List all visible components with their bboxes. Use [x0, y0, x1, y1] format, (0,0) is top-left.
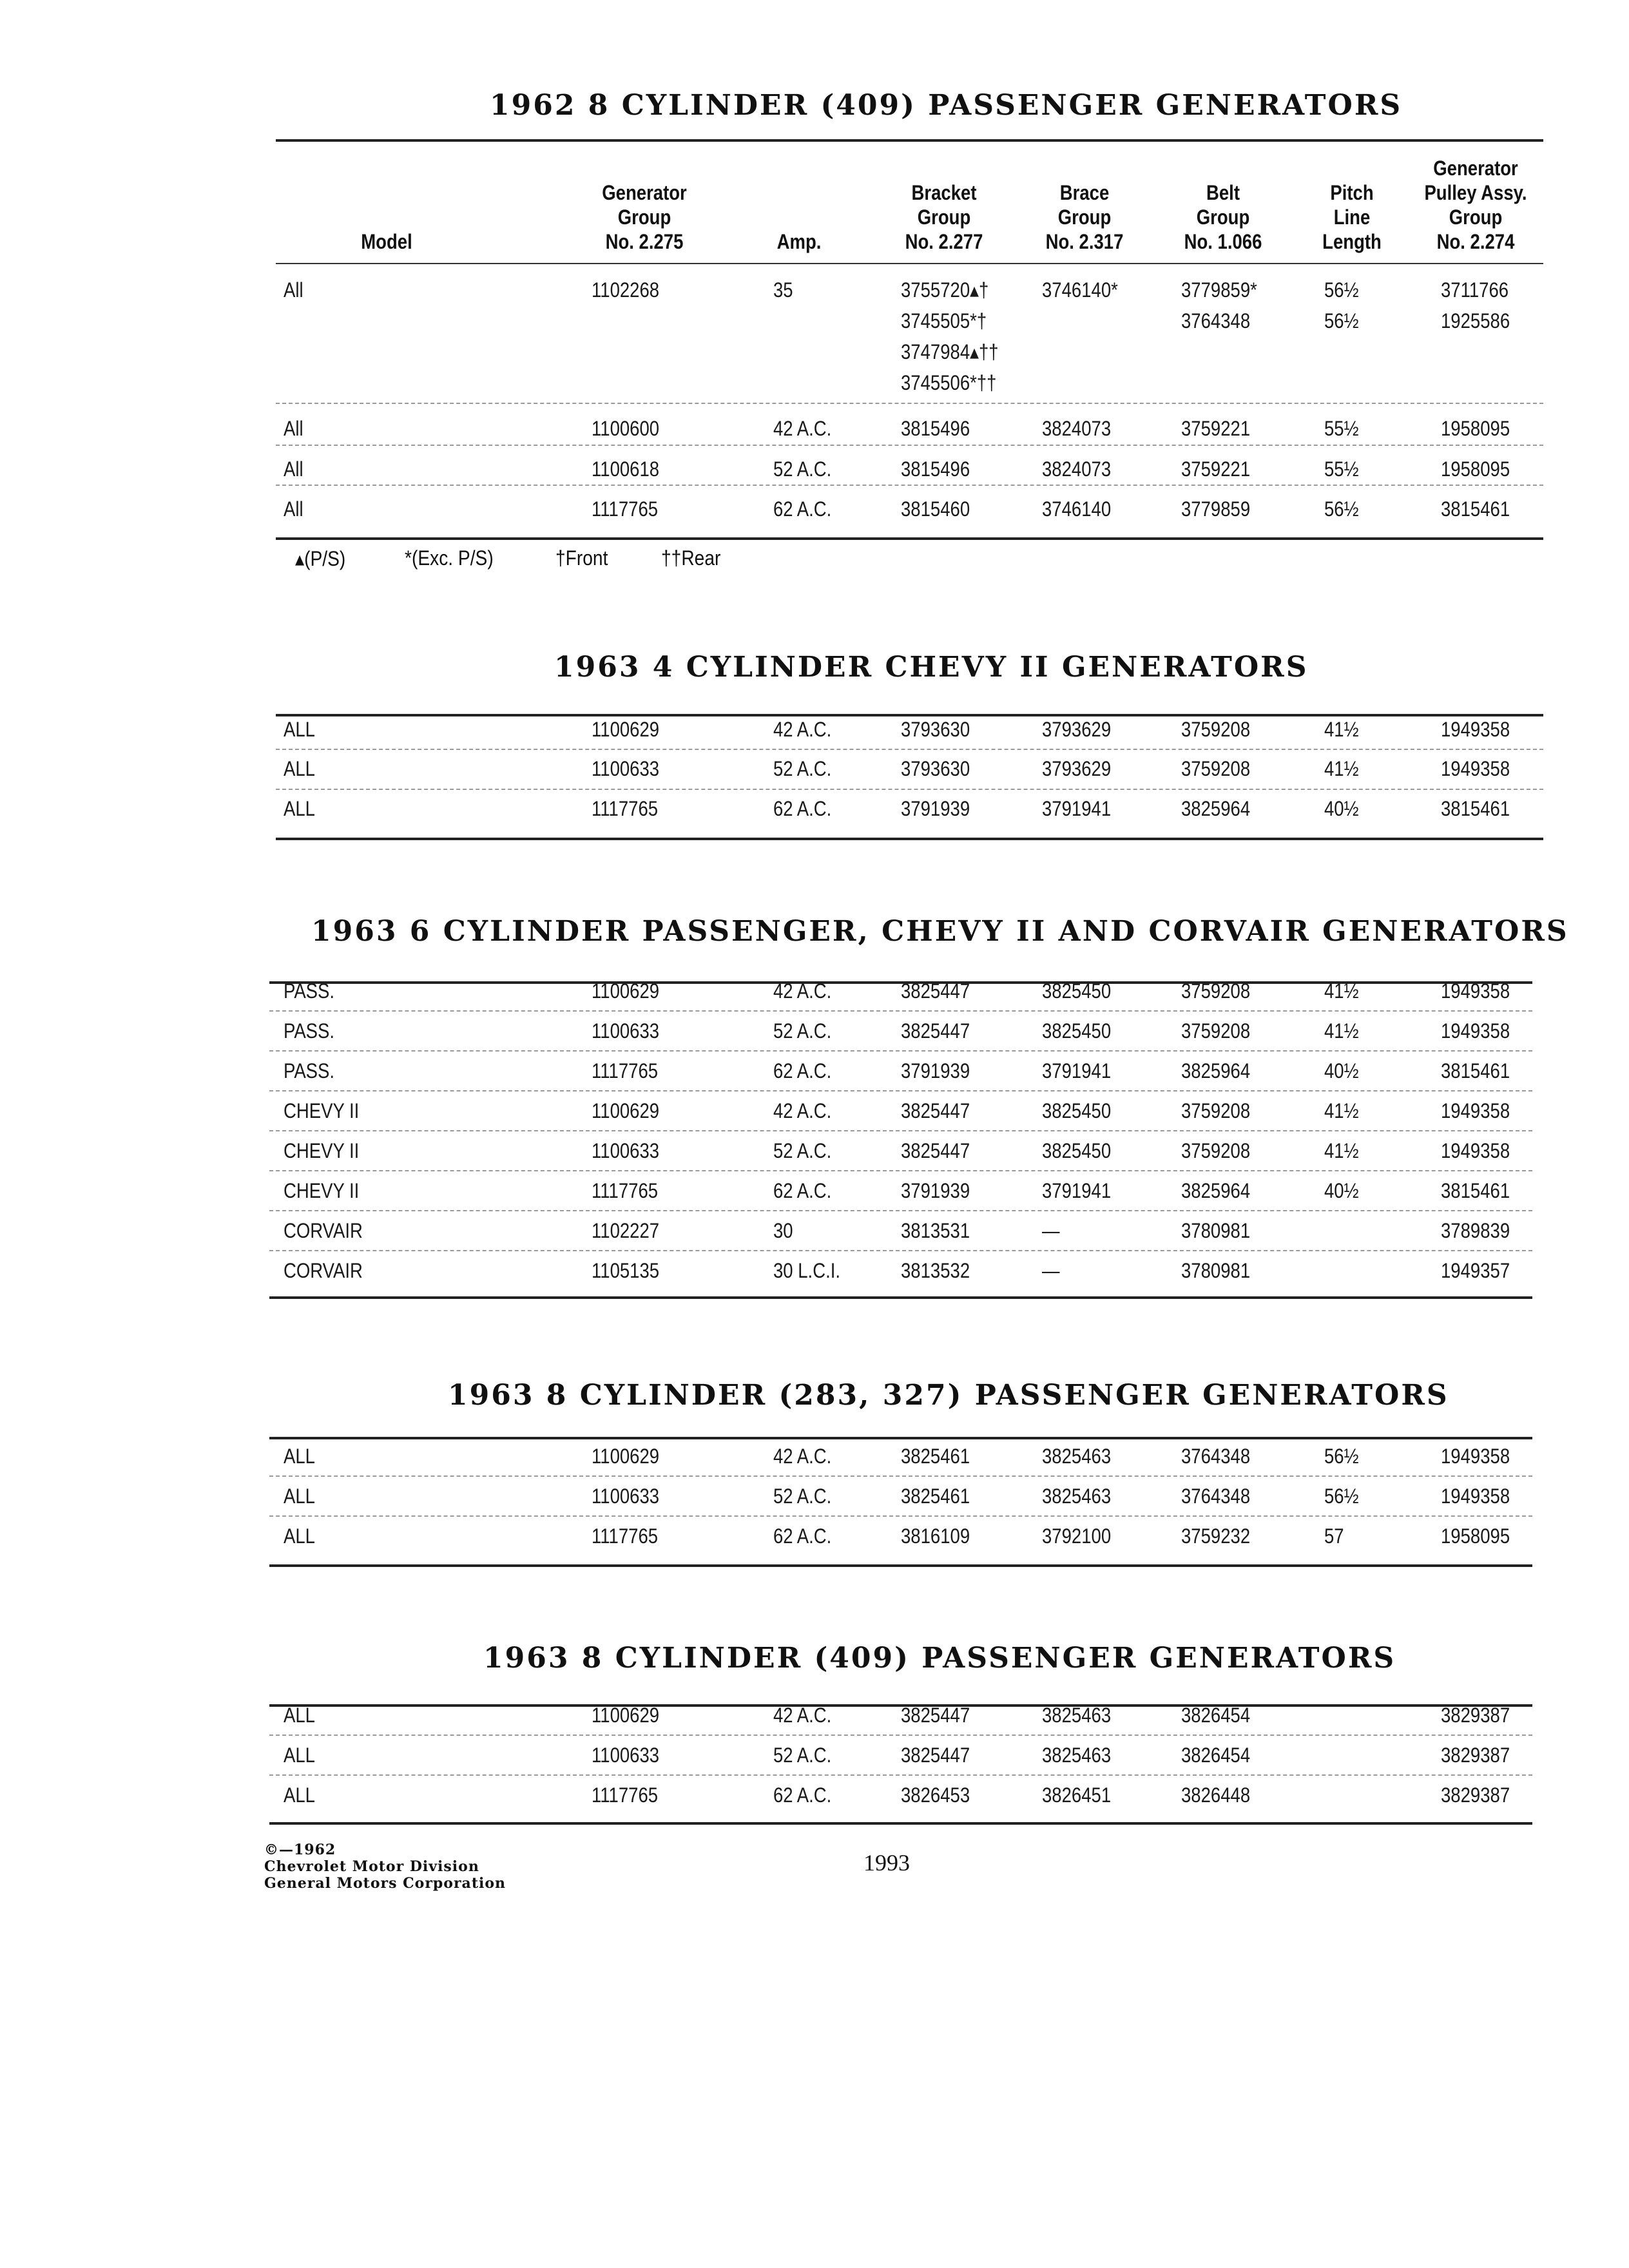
row-separator: [269, 1735, 1532, 1736]
cell-model: ALL: [284, 1485, 315, 1508]
cell-brace: 3825463: [1042, 1744, 1112, 1767]
column-header-line: No. 2.317: [1045, 230, 1124, 253]
cell-belt: 3759208: [1181, 757, 1251, 780]
cell-bracket: 3816109: [901, 1524, 970, 1548]
cell-bracket: 3747984▴††: [901, 340, 999, 363]
cell-pitch: 41½: [1324, 757, 1359, 780]
column-header-line: Group: [1196, 206, 1250, 229]
cell-model: All: [284, 417, 304, 440]
row-separator: [276, 485, 1543, 486]
cell-amp: 35: [773, 278, 793, 302]
row-separator: [276, 789, 1543, 790]
cell-bracket: 3826453: [901, 1783, 970, 1807]
section-title: 1963 8 CYLINDER (409) PASSENGER GENERATORS: [483, 1642, 1396, 1675]
column-header-line: Pitch: [1330, 181, 1374, 204]
row-separator: [276, 403, 1543, 404]
section-title: 1963 6 CYLINDER PASSENGER, CHEVY II AND CORVAIR GENERATORS: [311, 915, 1569, 948]
cell-pitch: 40½: [1324, 797, 1359, 820]
column-header-line: Pulley Assy.: [1424, 181, 1527, 204]
table-top-rule: [276, 139, 1543, 142]
cell-generator: 1117765: [592, 1524, 659, 1548]
cell-generator: 1117765: [592, 1059, 659, 1082]
cell-pitch: 56½: [1324, 497, 1359, 521]
cell-brace: 3824073: [1042, 417, 1112, 440]
cell-bracket: 3825461: [901, 1485, 970, 1508]
row-separator: [269, 1210, 1532, 1211]
cell-model: ALL: [284, 797, 315, 820]
column-header-line: Group: [1057, 206, 1112, 229]
row-separator: [269, 1250, 1532, 1251]
cell-bracket: 3825447: [901, 1019, 970, 1043]
cell-brace: 3825463: [1042, 1704, 1112, 1727]
cell-pitch: 41½: [1324, 979, 1359, 1003]
cell-amp: 52 A.C.: [773, 1139, 832, 1162]
cell-pulley: 1949358: [1441, 1445, 1510, 1468]
row-separator: [269, 1774, 1532, 1776]
cell-pulley: 1949358: [1441, 1019, 1510, 1043]
cell-brace: 3793629: [1042, 718, 1112, 741]
column-header-line: No. 2.274: [1436, 230, 1515, 253]
row-separator: [269, 1515, 1532, 1517]
table-bottom-rule: [269, 1296, 1532, 1299]
cell-generator: 1100633: [592, 1019, 660, 1043]
cell-bracket: 3825447: [901, 1139, 970, 1162]
cell-brace: —: [1042, 1219, 1060, 1242]
cell-amp: 52 A.C.: [773, 457, 832, 481]
cell-amp: 42 A.C.: [773, 979, 832, 1003]
table-bottom-rule: [269, 1822, 1532, 1825]
cell-pitch: 56½: [1324, 1445, 1359, 1468]
cell-bracket: 3755720▴†: [901, 278, 989, 302]
cell-pulley: 3815461: [1441, 497, 1510, 521]
cell-pitch: 41½: [1324, 1099, 1359, 1122]
cell-model: PASS.: [284, 1019, 335, 1043]
cell-bracket: 3825461: [901, 1445, 970, 1468]
column-header-line: Belt: [1206, 181, 1240, 204]
cell-generator: 1100629: [592, 979, 660, 1003]
column-header-line: Generator: [1433, 157, 1518, 180]
section-title: 1962 8 CYLINDER (409) PASSENGER GENERATORS: [490, 89, 1403, 122]
row-separator: [269, 1010, 1532, 1012]
cell-model: PASS.: [284, 1059, 335, 1082]
cell-amp: 62 A.C.: [773, 1179, 832, 1202]
column-header-line: Length: [1322, 230, 1382, 253]
cell-model: ALL: [284, 718, 315, 741]
cell-amp: 42 A.C.: [773, 1445, 832, 1468]
cell-belt: 3779859: [1181, 497, 1251, 521]
column-header-line: Model: [361, 230, 412, 253]
cell-pitch: 56½: [1324, 1485, 1359, 1508]
cell-model: CORVAIR: [284, 1259, 363, 1282]
cell-model: All: [284, 278, 304, 302]
cell-amp: 62 A.C.: [773, 1524, 832, 1548]
cell-brace: 3825463: [1042, 1445, 1112, 1468]
column-header-line: Bracket: [911, 181, 977, 204]
cell-brace: 3746140: [1042, 497, 1112, 521]
cell-belt: 3826448: [1181, 1783, 1251, 1807]
cell-amp: 62 A.C.: [773, 497, 832, 521]
cell-model: CHEVY II: [284, 1179, 360, 1202]
cell-belt: 3759208: [1181, 718, 1251, 741]
cell-model: ALL: [284, 1524, 315, 1548]
cell-generator: 1100629: [592, 1099, 660, 1122]
table-bottom-rule: [269, 1564, 1532, 1567]
cell-amp: 42 A.C.: [773, 718, 832, 741]
cell-brace: 3825463: [1042, 1485, 1112, 1508]
column-header-line: Brace: [1059, 181, 1110, 204]
cell-bracket: 3813532: [901, 1259, 970, 1282]
cell-brace: 3793629: [1042, 757, 1112, 780]
cell-generator: 1100633: [592, 1139, 660, 1162]
column-header-model: [298, 229, 475, 254]
column-header-line: Generator: [602, 181, 687, 204]
cell-brace: 3791941: [1042, 1059, 1112, 1082]
cell-pulley: 1949358: [1441, 1099, 1510, 1122]
cell-belt: 3764348: [1181, 309, 1251, 332]
section-title: 1963 8 CYLINDER (283, 327) PASSENGER GENERATORS: [448, 1379, 1449, 1412]
cell-model: ALL: [284, 1704, 315, 1727]
cell-brace: 3791941: [1042, 1179, 1112, 1202]
copyright-line: ©—1962: [264, 1841, 336, 1858]
cell-amp: 52 A.C.: [773, 757, 832, 780]
cell-pulley: 1958095: [1441, 1524, 1510, 1548]
cell-amp: 52 A.C.: [773, 1744, 832, 1767]
cell-model: CHEVY II: [284, 1139, 360, 1162]
cell-pitch: 40½: [1324, 1179, 1359, 1202]
column-header-line: No. 2.275: [605, 230, 684, 253]
cell-generator: 1102268: [592, 278, 660, 302]
cell-belt: 3825964: [1181, 797, 1251, 820]
cell-pulley: 1949358: [1441, 979, 1510, 1003]
cell-generator: 1100629: [592, 1445, 660, 1468]
cell-generator: 1100629: [592, 1704, 660, 1727]
cell-bracket: 3791939: [901, 797, 970, 820]
cell-generator: 1117765: [592, 797, 659, 820]
cell-generator: 1102227: [592, 1219, 660, 1242]
cell-pulley: 1949357: [1441, 1259, 1510, 1282]
cell-pulley: 3789839: [1441, 1219, 1510, 1242]
column-header-line: No. 1.066: [1184, 230, 1262, 253]
cell-pulley: 1949358: [1441, 1139, 1510, 1162]
cell-generator: 1100633: [592, 757, 660, 780]
footnote-legend: ▴(P/S): [295, 547, 346, 570]
cell-model: PASS.: [284, 979, 335, 1003]
row-separator: [269, 1090, 1532, 1091]
cell-pulley: 1925586: [1441, 309, 1510, 332]
cell-pitch: 41½: [1324, 718, 1359, 741]
cell-generator: 1117765: [592, 497, 659, 521]
cell-pulley: 3815461: [1441, 1059, 1510, 1082]
cell-model: CORVAIR: [284, 1219, 363, 1242]
cell-amp: 62 A.C.: [773, 797, 832, 820]
row-separator: [276, 749, 1543, 750]
cell-bracket: 3815496: [901, 457, 970, 481]
cell-belt: 3826454: [1181, 1744, 1251, 1767]
cell-generator: 1117765: [592, 1179, 659, 1202]
cell-bracket: 3825447: [901, 1744, 970, 1767]
cell-pulley: 1949358: [1441, 718, 1510, 741]
cell-brace: 3791941: [1042, 797, 1112, 820]
cell-generator: 1100633: [592, 1744, 660, 1767]
cell-belt: 3764348: [1181, 1485, 1251, 1508]
cell-amp: 52 A.C.: [773, 1485, 832, 1508]
cell-bracket: 3745506*††: [901, 371, 997, 394]
cell-pulley: 1949358: [1441, 757, 1510, 780]
column-header-line: Group: [1449, 206, 1503, 229]
cell-brace: 3825450: [1042, 1099, 1112, 1122]
cell-model: ALL: [284, 757, 315, 780]
cell-amp: 62 A.C.: [773, 1783, 832, 1807]
column-header-line: Line: [1333, 206, 1371, 229]
column-header-line: Group: [617, 206, 671, 229]
cell-pulley: 1949358: [1441, 1485, 1510, 1508]
cell-belt: 3759221: [1181, 417, 1251, 440]
cell-brace: 3746140*: [1042, 278, 1118, 302]
row-separator: [269, 1475, 1532, 1477]
cell-brace: 3825450: [1042, 979, 1112, 1003]
cell-amp: 42 A.C.: [773, 1704, 832, 1727]
cell-bracket: 3825447: [901, 979, 970, 1003]
column-header-line: Amp.: [776, 230, 822, 253]
cell-model: All: [284, 497, 304, 521]
cell-belt: 3759208: [1181, 1099, 1251, 1122]
cell-pulley: 3815461: [1441, 1179, 1510, 1202]
cell-belt: 3764348: [1181, 1445, 1251, 1468]
cell-brace: 3825450: [1042, 1019, 1112, 1043]
cell-pulley: 3829387: [1441, 1783, 1510, 1807]
cell-model: CHEVY II: [284, 1099, 360, 1122]
section-title: 1963 4 CYLINDER CHEVY II GENERATORS: [554, 651, 1309, 684]
cell-bracket: 3815496: [901, 417, 970, 440]
cell-amp: 42 A.C.: [773, 1099, 832, 1122]
cell-amp: 30: [773, 1219, 793, 1242]
page-number: 1993: [863, 1850, 910, 1876]
footnote-legend: †Front: [555, 546, 608, 570]
cell-bracket: 3791939: [901, 1179, 970, 1202]
column-header-line: No. 2.277: [905, 230, 983, 253]
cell-pulley: 3711766: [1441, 278, 1509, 302]
cell-model: ALL: [284, 1744, 315, 1767]
cell-generator: 1100633: [592, 1485, 660, 1508]
cell-model: All: [284, 457, 304, 481]
row-separator: [269, 1170, 1532, 1171]
table-top-rule: [269, 1437, 1532, 1439]
cell-bracket: 3745505*†: [901, 309, 987, 332]
cell-pitch: 41½: [1324, 1019, 1359, 1043]
cell-belt: 3825964: [1181, 1059, 1251, 1082]
column-header-generator: [555, 180, 733, 254]
cell-model: ALL: [284, 1783, 315, 1807]
header-rule: [276, 263, 1543, 264]
cell-pitch: 56½: [1324, 309, 1359, 332]
row-separator: [276, 445, 1543, 446]
table-bottom-rule: [276, 537, 1543, 540]
cell-generator: 1100600: [592, 417, 660, 440]
cell-model: ALL: [284, 1445, 315, 1468]
cell-amp: 52 A.C.: [773, 1019, 832, 1043]
cell-brace: 3826451: [1042, 1783, 1112, 1807]
cell-generator: 1105135: [592, 1259, 660, 1282]
cell-bracket: 3825447: [901, 1704, 970, 1727]
cell-bracket: 3793630: [901, 757, 970, 780]
row-separator: [269, 1050, 1532, 1052]
cell-pitch: 55½: [1324, 417, 1359, 440]
cell-generator: 1117765: [592, 1783, 659, 1807]
copyright-line: General Motors Corporation: [264, 1875, 506, 1892]
column-header-line: Group: [917, 206, 971, 229]
cell-belt: 3759221: [1181, 457, 1251, 481]
cell-generator: 1100618: [592, 457, 660, 481]
cell-bracket: 3793630: [901, 718, 970, 741]
cell-pulley: 1958095: [1441, 417, 1510, 440]
cell-generator: 1100629: [592, 718, 660, 741]
cell-belt: 3759208: [1181, 1139, 1251, 1162]
column-header-pulley: [1387, 156, 1564, 254]
cell-amp: 62 A.C.: [773, 1059, 832, 1082]
table-bottom-rule: [276, 838, 1543, 840]
cell-pitch: 40½: [1324, 1059, 1359, 1082]
footnote-legend: ††Rear: [661, 546, 721, 570]
cell-pulley: 3829387: [1441, 1704, 1510, 1727]
cell-bracket: 3815460: [901, 497, 970, 521]
copyright-line: Chevrolet Motor Division: [264, 1858, 479, 1875]
cell-belt: 3759208: [1181, 1019, 1251, 1043]
cell-amp: 30 L.C.I.: [773, 1259, 841, 1282]
cell-belt: 3825964: [1181, 1179, 1251, 1202]
cell-belt: 3759208: [1181, 979, 1251, 1003]
cell-belt: 3826454: [1181, 1704, 1251, 1727]
cell-pitch: 57: [1324, 1524, 1344, 1548]
cell-belt: 3780981: [1181, 1259, 1251, 1282]
cell-pitch: 56½: [1324, 278, 1359, 302]
cell-pulley: 3829387: [1441, 1744, 1510, 1767]
cell-bracket: 3813531: [901, 1219, 970, 1242]
cell-brace: 3824073: [1042, 457, 1112, 481]
cell-bracket: 3791939: [901, 1059, 970, 1082]
cell-belt: 3779859*: [1181, 278, 1257, 302]
row-separator: [269, 1130, 1532, 1131]
footnote-legend: *(Exc. P/S): [405, 546, 494, 570]
cell-pitch: 41½: [1324, 1139, 1359, 1162]
cell-belt: 3759232: [1181, 1524, 1251, 1548]
cell-bracket: 3825447: [901, 1099, 970, 1122]
cell-pitch: 55½: [1324, 457, 1359, 481]
cell-brace: —: [1042, 1259, 1060, 1282]
cell-belt: 3780981: [1181, 1219, 1251, 1242]
cell-pulley: 1958095: [1441, 457, 1510, 481]
cell-amp: 42 A.C.: [773, 417, 832, 440]
cell-brace: 3792100: [1042, 1524, 1112, 1548]
cell-pulley: 3815461: [1441, 797, 1510, 820]
cell-brace: 3825450: [1042, 1139, 1112, 1162]
